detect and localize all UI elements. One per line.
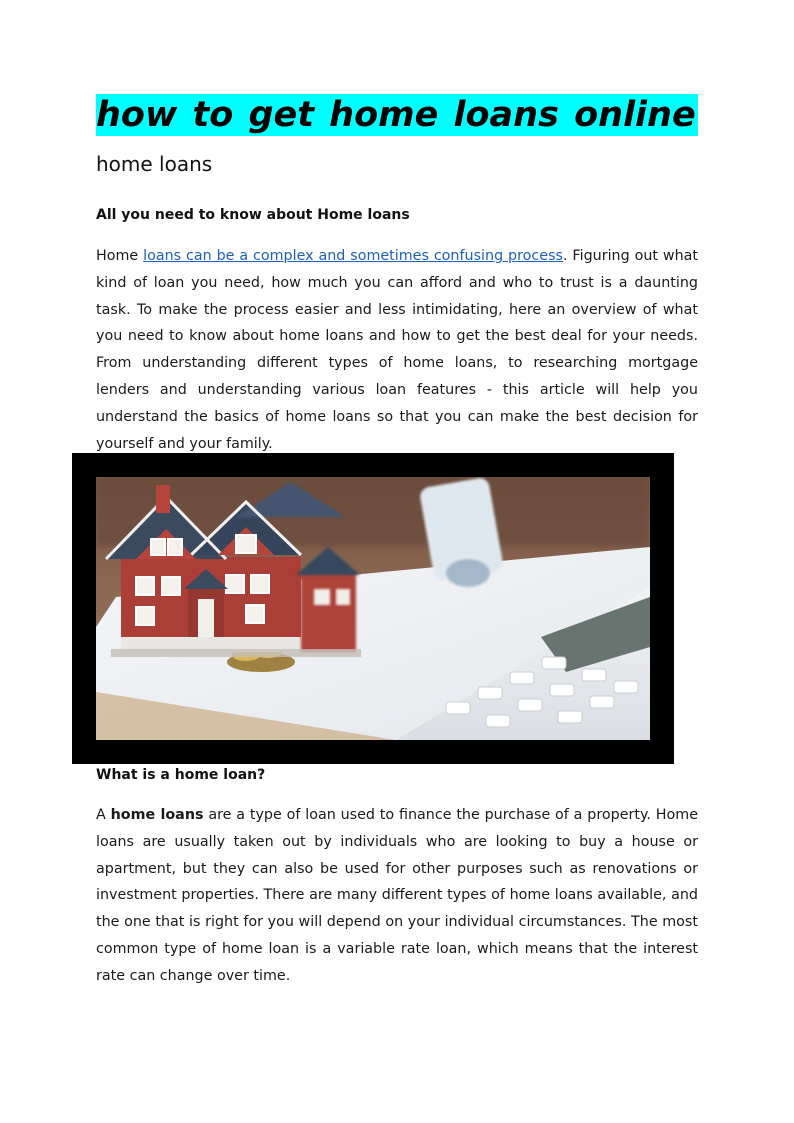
bold-term-home-loans: home loans (110, 807, 204, 823)
section-heading-home-loans: All you need to know about Home loans (96, 207, 410, 223)
page-title: how to get home loans online (96, 95, 696, 135)
inline-link-loans-process[interactable]: loans can be a complex and sometimes confusing process (143, 248, 563, 264)
house-model-photo-icon (96, 477, 650, 740)
title-block (96, 94, 698, 136)
section-heading-what-is: What is a home loan? (96, 767, 266, 783)
paragraph-lead-text: Home (96, 248, 144, 264)
page-subtitle: home loans (96, 152, 213, 176)
house-photo-illustration (96, 477, 650, 740)
paragraph-rest-text: are a type of loan used to finance the purchase of a property. Home loans are usually taken out by individuals who are looking to buy a house or apartment, but they can also be used for other purposes such as renovations or investment properties. There are many different types of home loans available, and the one that is right for you will depend on your individual circumstances. The most common type of home loan is a variable rate loan, which means that the interest rate can change over time. (96, 807, 698, 984)
paragraph-rest-text: . Figuring out what kind of loan you need, how much you can afford and who to trust is a daunting task. To make the process easier and less intimidating, here an overview of what you need to know about home loans and how to get the best deal for your needs. From understanding different types of home loans, to researching mortgage lenders and understanding various loan features - this article will help you understand the basics of home loans so that you can make the best decision for yourself and your family. (96, 248, 699, 452)
section-paragraph-intro (96, 243, 698, 457)
paragraph-lead-text: A (96, 807, 111, 823)
section-paragraph-definition (96, 802, 698, 990)
image-frame (72, 453, 674, 764)
